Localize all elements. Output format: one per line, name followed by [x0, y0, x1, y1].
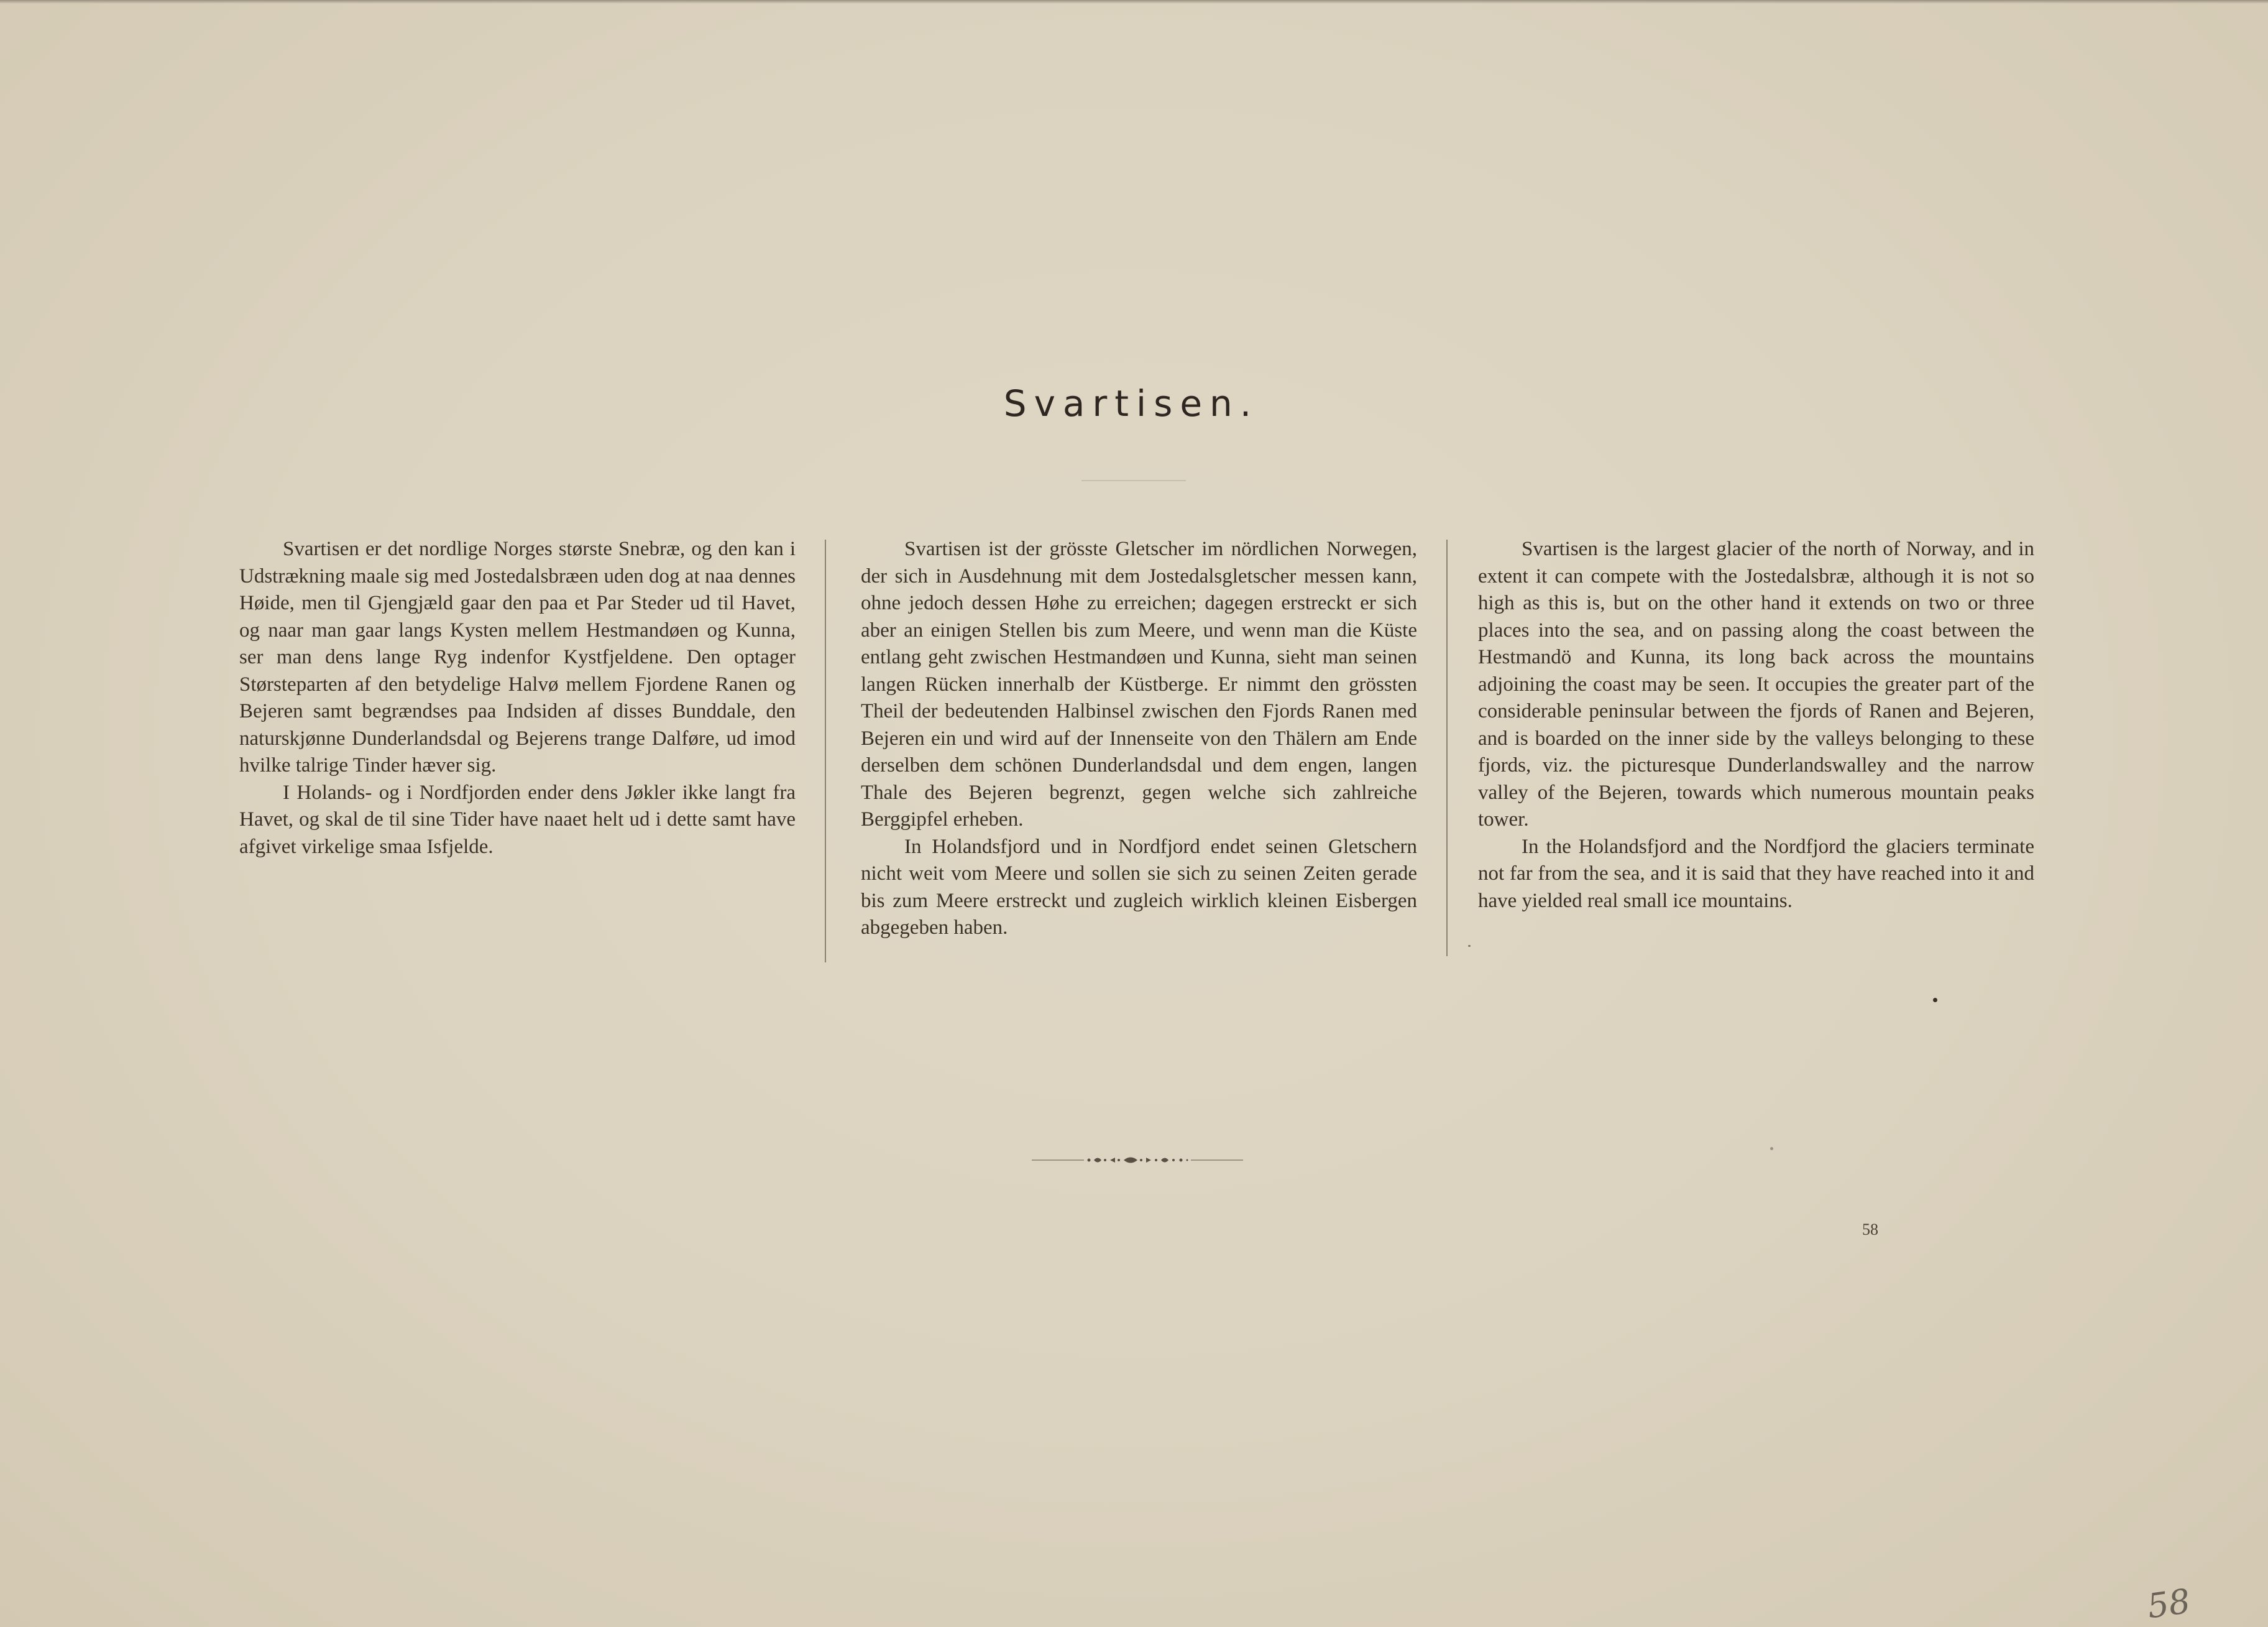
paragraph: Svartisen is the largest glacier of the north of Norway, and in extent it can compete with the Jostedalsbræ, although it is not so high as this is, but on the other hand it extends on two or three places into the sea, and on passing along the coast between the Hestmandö and Kunna, its long back across the mountains adjoining the coast may be seen. It occupies the greater part of the considerable peninsular between the fjords of Ranen and Bejeren, and is boarded on the inner side by the valleys belonging to these fjords, viz. the picturesque Dunderlandswalley and the narrow valley of the Bejeren, towards which numerous mountain peaks tower.: [1478, 538, 2034, 831]
page-title: Svartisen.: [1003, 382, 1259, 425]
ink-speck: [1770, 1147, 1773, 1150]
paragraph: In Holandsfjord und in Nordfjord endet seinen Gletschern nicht weit vom Meere und sollen sie sich zu seinen Zeiten gerade bis zum Meere erstreckt und zugleich wirklich kleinen Eisbergen abgegeben haben.: [861, 835, 1417, 939]
column-divider: [1446, 540, 1448, 956]
paragraph: Svartisen er det nordlige Norges største Snebræ, og den kan i Udstrækning maale sig med Jostedalsbræen uden dog at naa dennes Høide, men til Gjengjæld gaar den paa et Par Steder ud til Havet, og naar man gaar langs Kysten mellem Hestmandøen og Kunna, ser man dens lange Ryg indenfor Kystfjeldene. Den optager Størsteparten af den betydelige Halvø mellem Fjordene Ranen og Bejeren samt begrændses paa Indsiden af disses Bunddale, den naturskjønne Dunderlandsdal og Bejerens trange Dalføre, ud imod hvilke talrige Tinder hæver sig.: [239, 538, 796, 777]
ink-speck: [1468, 945, 1471, 947]
page-edge-shadow: [0, 0, 2268, 4]
ink-speck: [1933, 998, 1937, 1002]
handwritten-page-number: 58: [2144, 1581, 2193, 1626]
column-english: [1478, 536, 2034, 915]
paragraph: I Holands- og i Nordfjorden ender dens Jøkler ikke langt fra Havet, og skal de til sine Tider have naaet helt ud i dette samt have afgivet virkelige smaa Isfjelde.: [239, 781, 796, 858]
ornament-divider-icon: [1032, 1151, 1243, 1169]
column-german: [861, 536, 1417, 942]
paragraph: In the Holandsfjord and the Nordfjord the glaciers terminate not far from the sea, and it is said that they have reached into it and have yielded real small ice mountains.: [1478, 835, 2034, 912]
title-rule: [1081, 480, 1186, 481]
column-norwegian: [239, 536, 796, 860]
paragraph: Svartisen ist der grösste Gletscher im nördlichen Norwegen, der sich in Ausdehnung mit dem Jostedalsgletscher messen kann, ohne jedoch dessen Høhe zu erreichen; dagegen erstreckt er sich aber an einigen Stellen bis zum Meere, und wenn man die Küste entlang geht zwischen Hestmandøen und Kunna, sieht man seinen langen Rücken innerhalb der Küstberge. Er nimmt den grössten Theil der bedeutenden Halbinsel zwischen den Fjords Ranen med Bejeren ein und wird auf der Innenseite von den Thälern am Ende derselben dem schönen Dunderlandsdal und dem engen, langen Thale des Bejeren begrenzt, gegen welche sich zahlreiche Berggipfel erheben.: [861, 538, 1417, 831]
page-number: 58: [1862, 1220, 1878, 1238]
column-divider: [825, 540, 826, 962]
